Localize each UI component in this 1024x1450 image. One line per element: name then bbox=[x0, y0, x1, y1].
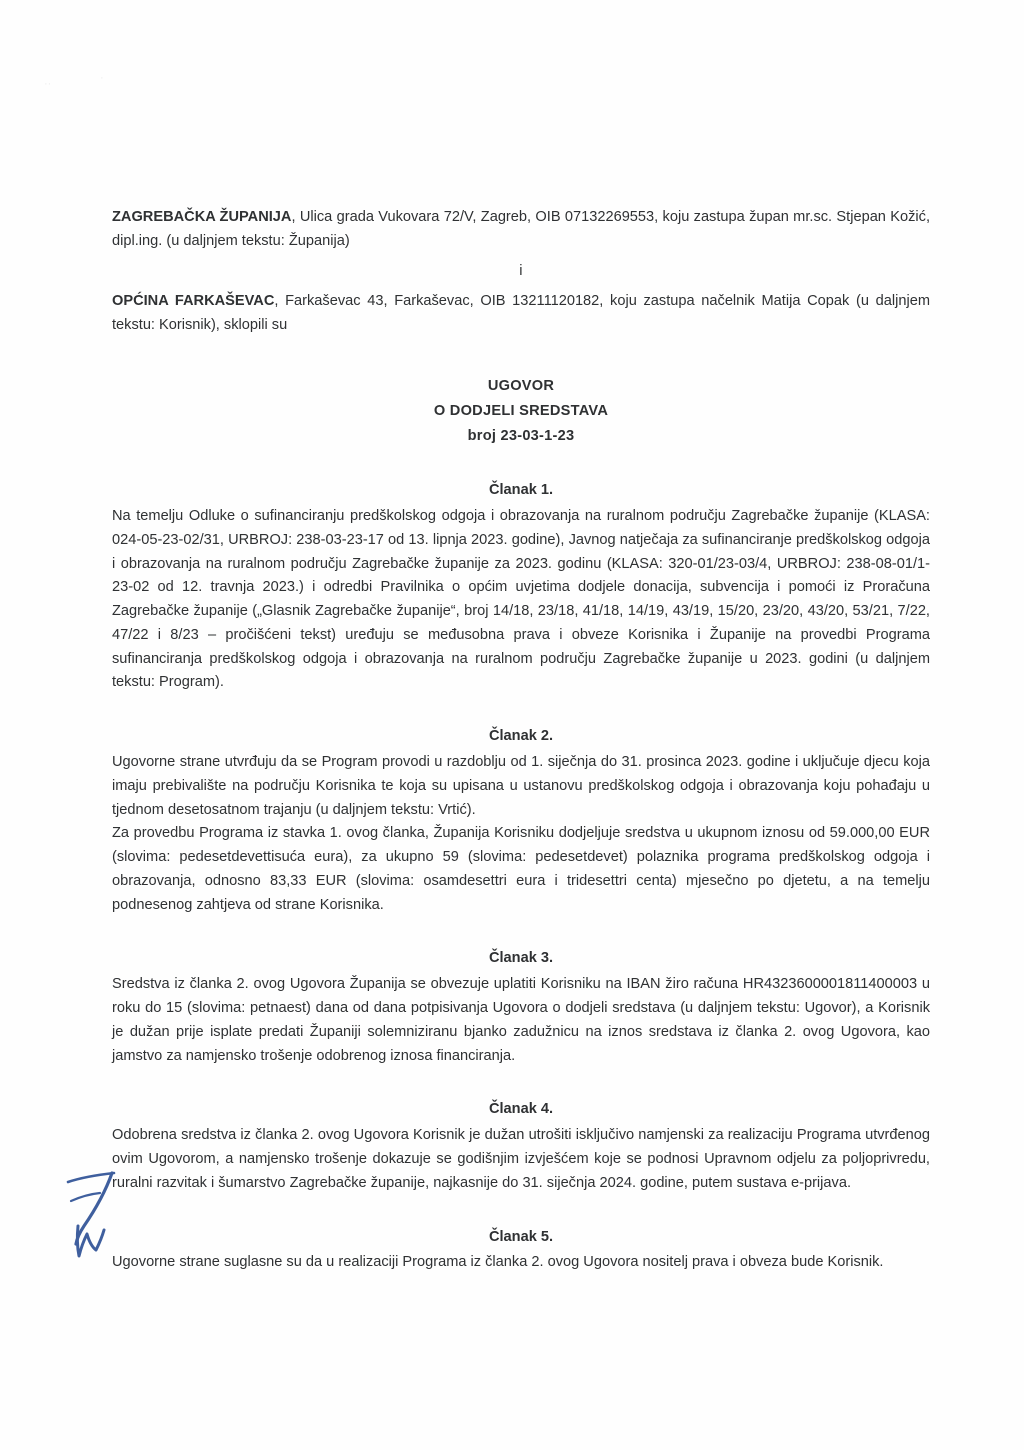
article-2 bbox=[112, 725, 930, 917]
article-1-heading: Članak 1. bbox=[488, 482, 554, 499]
article-2-heading: Članak 2. bbox=[488, 728, 554, 745]
parties-conjunction: i bbox=[519, 262, 523, 279]
article-4-paragraph-1: Odobrena sredstva iz članka 2. ovog Ugovora Korisnik je dužan utrošiti isključivo namjenski za realizaciju Programa utvrđenog ovim Ugovorom, a namjensko trošenje dokazuje se godišnjim izvješćem koje se podnosi Upravnom odjelu za poljoprivredu, ruralni razvitak i šumarstvo Zagrebačke županije, najkasnije do 31. siječnja 2024. godine, putem sustava e-prijava. bbox=[112, 1127, 930, 1191]
contract-title-number: broj 23-03-1-23 bbox=[467, 428, 575, 445]
document-body bbox=[112, 206, 930, 1275]
party-details-opcina-farkasevac: , Farkaševac 43, Farkaševac, OIB 13211120182, koju zastupa načelnik Matija Copak (u daljnjem tekstu: Korisnik), sklopili su bbox=[112, 293, 930, 334]
scan-speckle-left: ·· bbox=[44, 78, 52, 90]
party-opcina-farkasevac bbox=[112, 290, 930, 338]
party-zagrebacka-zupanija bbox=[112, 206, 930, 254]
article-5-paragraph-1: Ugovorne strane suglasne su da u realizaciji Programa iz članka 2. ovog Ugovora nositelj prava i obveza bude Korisnik. bbox=[112, 1254, 884, 1271]
article-3-paragraph-1: Sredstva iz članka 2. ovog Ugovora Županija se obvezuje uplatiti Korisniku na IBAN žiro računa HR4323600001811400003 u roku do 15 (slovima: petnaest) dana od dana potpisivanja Ugovora o dodjeli sredstava (u daljnjem tekstu: Ugovor), a Korisnik je dužan prije isplate predati Županiji solemniziranu bjanko zadužnicu na iznos sredstava iz članka 2. ovog Ugovora, kao jamstvo za namjensko trošenje odobrenog iznosa financiranja. bbox=[112, 976, 930, 1064]
article-3-heading: Članak 3. bbox=[488, 950, 554, 967]
party-name-zagrebacka-zupanija: ZAGREBAČKA ŽUPANIJA bbox=[112, 209, 292, 225]
party-name-opcina-farkasevac: OPĆINA FARKAŠEVAC bbox=[112, 293, 275, 310]
contract-title-block bbox=[112, 374, 930, 449]
article-5 bbox=[112, 1226, 930, 1276]
contract-title-line-1: UGOVOR bbox=[487, 377, 555, 394]
article-4-heading: Članak 4. bbox=[488, 1101, 554, 1118]
party-details-zagrebacka-zupanija: , Ulica grada Vukovara 72/V, Zagreb, OIB 07132269553, koju zastupa župan mr.sc. Stjepan Kožić, dipl.ing. (u daljnjem tekstu: Županija) bbox=[112, 209, 930, 249]
article-2-paragraph-1: Ugovorne strane utvrđuju da se Program provodi u razdoblju od 1. siječnja do 31. prosinca 2023. godine i uključuje djecu koja imaju prebivalište na području Korisnika te koja su upisana u ustanovu predškolskog odgoja i obrazovanja koju pohađaju u tjednom desetosatnom trajanju (u daljnjem tekstu: Vrtić). bbox=[112, 754, 930, 818]
article-1 bbox=[112, 479, 930, 695]
article-5-heading: Članak 5. bbox=[488, 1228, 554, 1245]
article-2-paragraph-2: Za provedbu Programa iz stavka 1. ovog članka, Županija Korisniku dodjeljuje sredstva u ukupnom iznosu od 59.000,00 EUR (slovima: pedesetdevettisuća eura), za ukupno 59 (slovima: pedesetdevet) polaznika programa predškolskog odgoja i obrazovanja, odnosno 83,33 EUR (slovima: osamdesettri eura i tridesettri centa) mjesečno po djetetu, a na temelju podnesenog zahtjeva od strane Korisnika. bbox=[112, 825, 930, 913]
article-1-paragraph-1: Na temelju Odluke o sufinanciranju predškolskog odgoja i obrazovanja na ruralnom području Zagrebačke županije (KLASA: 024-05-23-02/31, URBROJ: 238-03-23-17 od 13. lipnja 2023. godine), Javnog natječaja za sufinanciranje predškolskog odgoja i obrazovanja na ruralnom području Zagrebačke županije za 2023. godinu (KLASA: 320-01/23-03/4, URBROJ: 238-08-01/1-23-02 od 12. travnja 2023.) i odredbi Pravilnika o općim uvjetima dodjele donacija, subvencija i pomoći iz Proračuna Zagrebačke županije („Glasnik Zagrebačke županije“, broj 14/18, 23/18, 41/18, 14/19, 43/19, 15/20, 23/20, 43/20, 53/21, 7/22, 47/22 i 8/23 – pročišćeni tekst) uređuju se međusobna prava i obveze Korisnika i Županije na provedbi Programa sufinanciranja predškolskog odgoja i obrazovanja na ruralnom području Zagrebačke županije u 2023. godini (u daljnjem tekstu: Program). bbox=[112, 507, 930, 691]
article-4 bbox=[112, 1098, 930, 1195]
article-3 bbox=[112, 947, 930, 1068]
scan-speckle-right: · bbox=[100, 72, 104, 84]
contract-title-line-2: O DODJELI SREDSTAVA bbox=[433, 403, 609, 419]
